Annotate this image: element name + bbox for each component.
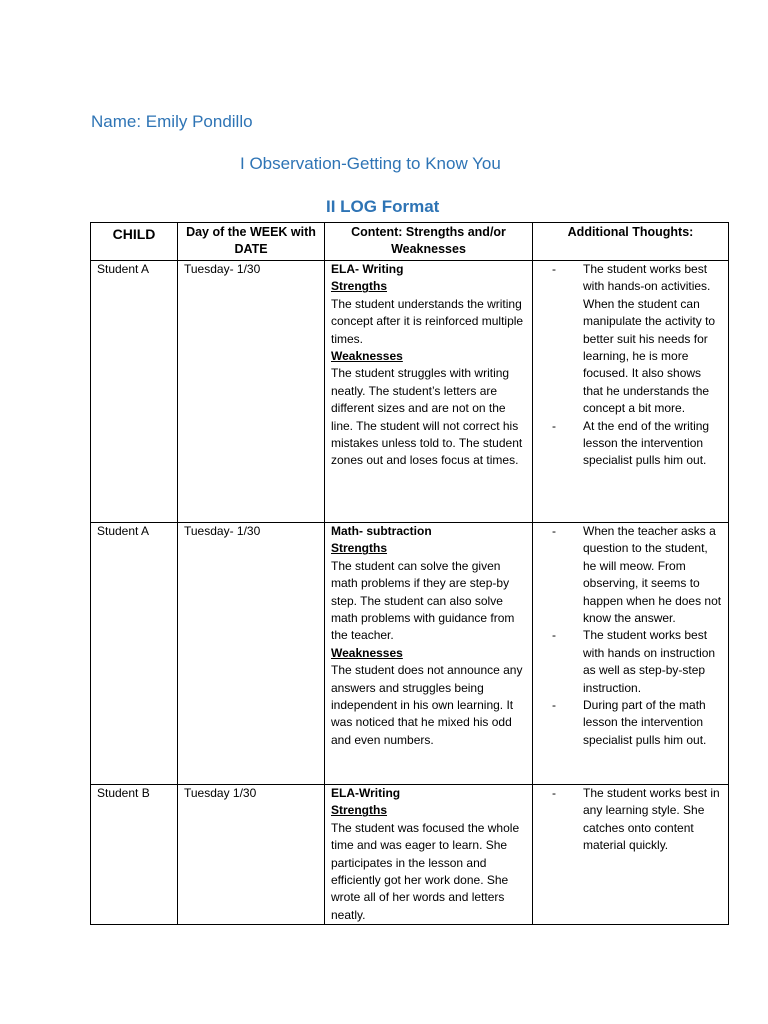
list-item: - During part of the math lesson the intervention specialist pulls him out. [583,697,722,749]
date-cell: Tuesday- 1/30 [178,261,325,523]
table-row [91,261,729,523]
strengths-text: The student was focused the whole time and was eager to learn. She participates in the lesson and efficiently got her work done. She wrote all of her words and letters neatly. [331,820,520,922]
strengths-text: The student understands the writing concept after it is reinforced multiple times. [331,296,524,346]
thoughts-list [539,785,722,855]
subject-label: Math- subtraction [331,524,432,538]
content-cell [325,785,533,925]
thoughts-cell [533,785,729,925]
column-header-content: Content: Strengths and/or Weaknesses [325,223,533,261]
child-cell: Student A [91,523,178,785]
log-title: II LOG Format [326,197,440,216]
strengths-heading: Strengths [331,541,388,556]
column-header-child: CHILD [91,223,178,261]
date-cell: Tuesday 1/30 [178,785,325,925]
strengths-heading: Strengths [331,803,388,818]
column-header-date: Day of the WEEK with DATE [178,223,325,261]
list-item: - At the end of the writing lesson the intervention specialist pulls him out. [583,418,722,470]
strengths-heading: Strengths [331,279,388,294]
child-cell: Student B [91,785,178,925]
thoughts-cell [533,261,729,523]
list-item: - The student works best with hands on instruction as well as step-by-step instruction. [583,627,722,697]
section-title: I Observation-Getting to Know You [240,154,501,173]
thoughts-list [539,261,722,470]
content-cell [325,261,533,523]
column-header-thoughts: Additional Thoughts: [533,223,729,261]
weaknesses-heading: Weaknesses [331,349,403,364]
subject-label: ELA- Writing [331,262,404,276]
list-item: - The student works best with hands-on activities. When the student can manipulate the activity to better suit his needs for learning, he is more focused. It also shows that he understands the concept a bit more. [583,261,722,418]
thoughts-cell [533,523,729,785]
table-row [91,523,729,785]
child-cell: Student A [91,261,178,523]
observer-name: Name: Emily Pondillo [91,112,253,131]
subject-label: ELA-Writing [331,786,401,800]
weaknesses-text: The student does not announce any answers and struggles being independent in his own learning. It was noticed that he mixed his odd and even numbers. [331,663,523,747]
weaknesses-heading: Weaknesses [331,645,403,660]
weaknesses-text: The student struggles with writing neatly. The student’s letters are different sizes and are not on the line. The student will not correct his mistakes unless told to. The student zones out and loses focus at times. [331,366,523,468]
table-row [91,785,729,925]
thoughts-list [539,523,722,749]
strengths-text: The student can solve the given math problems if they are step-by step. The student can also solve math problems with guidance from the teacher. [331,558,515,643]
content-cell [325,523,533,785]
list-item: - When the teacher asks a question to the student, he will meow. From observing, it seems to happen when he does not know the answer. [583,523,722,627]
table-header-row [91,223,729,261]
date-cell: Tuesday- 1/30 [178,523,325,785]
observation-log-table [90,222,729,925]
list-item: - The student works best in any learning style. She catches onto content material quickly. [583,785,722,855]
